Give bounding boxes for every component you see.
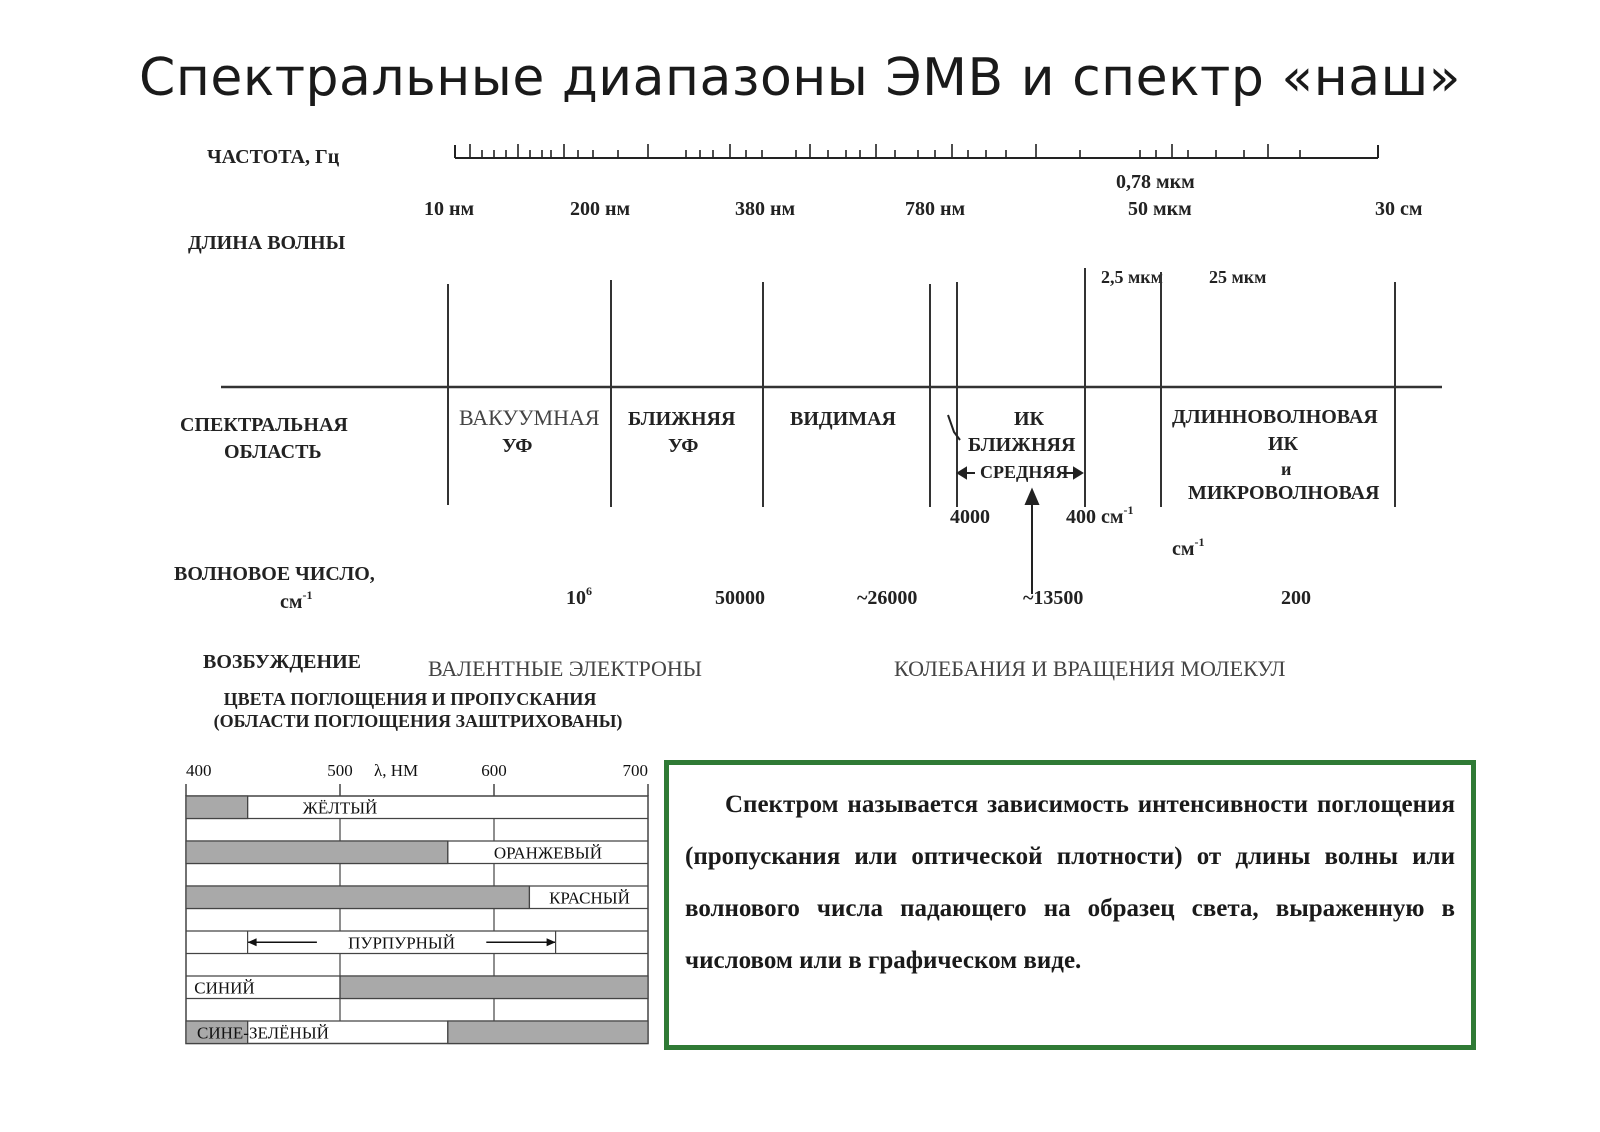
wl-10nm: 10 нм: [424, 198, 475, 220]
wl-200nm: 200 нм: [570, 198, 631, 220]
wn-400: 400 $см^{-1}$: [1066, 503, 1134, 528]
wl-380nm: 380 нм: [735, 198, 796, 220]
absorption-band: [186, 886, 529, 909]
colors-tick-label: 600: [481, 761, 507, 780]
absorption-band: [448, 1021, 648, 1044]
color-row-label: ОРАНЖЕВЫЙ: [493, 843, 602, 863]
page-title: Спектральные диапазоны ЭМВ и спектр «наш»: [139, 48, 1461, 108]
colors-tick-label: 500: [327, 761, 353, 780]
wl-780nm: 780 нм: [905, 198, 966, 220]
wavelength-label: ДЛИНА ВОЛНЫ: [188, 232, 346, 254]
wl-50um: 50 мкм: [1128, 198, 1192, 220]
wn-10-6: $10^6$: [566, 584, 592, 609]
wn-13500: ~13500: [1023, 587, 1084, 609]
region-near-uv-1: БЛИЖНЯЯ: [628, 408, 736, 430]
wl-30cm: 30 см: [1375, 198, 1423, 220]
definition-box: [664, 760, 1476, 1050]
wn-cm-label: $см^{-1}$: [1172, 535, 1205, 560]
colors-heading-1: ЦВЕТА ПОГЛОЩЕНИЯ И ПРОПУСКАНИЯ: [223, 689, 597, 709]
region-near-uv-2: УФ: [668, 435, 699, 457]
region-vacuum-uv-1: ВАКУУМНАЯ: [459, 405, 600, 430]
region-label-line1: СПЕКТРАЛЬНАЯ: [180, 414, 348, 436]
absorption-band: [186, 796, 248, 819]
absorption-band: [340, 976, 648, 999]
colors-tick-label: 400: [186, 761, 212, 780]
colors-tick-label: 700: [622, 761, 648, 780]
wn-4000: 4000: [950, 506, 990, 528]
wn-26000: ~26000: [857, 587, 918, 609]
region-label-line2: ОБЛАСТЬ: [224, 441, 322, 463]
wl-25um-b: 25 мкм: [1209, 267, 1267, 287]
region-ir: ИК: [1014, 408, 1045, 430]
absorption-band: [186, 841, 448, 864]
region-far-ir-4: МИКРОВОЛНОВАЯ: [1188, 482, 1380, 504]
excitation-label: ВОЗБУЖДЕНИЕ: [203, 651, 361, 673]
region-ir-near: БЛИЖНЯЯ: [968, 434, 1076, 456]
region-visible: ВИДИМАЯ: [790, 408, 896, 430]
region-far-ir-2: ИК: [1268, 433, 1299, 455]
region-ir-mid: СРЕДНЯЯ: [980, 462, 1069, 482]
color-row-label: СИНИЙ: [194, 978, 255, 998]
color-row-label: СИНЕ-ЗЕЛЁНЫЙ: [197, 1023, 329, 1043]
color-row-label: ПУРПУРНЫЙ: [348, 933, 456, 953]
wavenumber-label-line1: ВОЛНОВОЕ ЧИСЛО,: [174, 563, 375, 585]
wl-25um: 2,5 мкм: [1101, 267, 1163, 287]
region-vacuum-uv-2: УФ: [502, 435, 533, 457]
colors-heading-2: (ОБЛАСТИ ПОГЛОЩЕНИЯ ЗАШТРИХОВАНЫ): [213, 711, 623, 731]
region-far-ir-1: ДЛИННОВОЛНОВАЯ: [1172, 406, 1378, 428]
excitation-vibration: КОЛЕБАНИЯ И ВРАЩЕНИЯ МОЛЕКУЛ: [894, 656, 1286, 681]
colors-chart-frame: [186, 796, 648, 1044]
wn-200: 200: [1281, 587, 1311, 609]
frequency-label: ЧАСТОТА, Гц: [207, 146, 340, 168]
frequency-ticks: [470, 144, 1300, 158]
color-absorption-chart: [186, 761, 648, 1044]
region-far-ir-3: и: [1281, 459, 1292, 479]
wn-50000: 50000: [715, 587, 765, 609]
colors-axis-label: λ, НМ: [374, 761, 419, 780]
color-row-label: ЖЁЛТЫЙ: [302, 798, 378, 818]
wl-078um: 0,78 мкм: [1116, 171, 1195, 193]
wavenumber-label-line2: $см^{-1}$: [280, 588, 313, 613]
color-row-label: КРАСНЫЙ: [549, 888, 630, 908]
definition-text: Спектром называется зависимость интенсивности поглощения (пропускания или оптической плотности) от длины волны или волнового числа падающего на образец света, выраженную в числовом или в графическом виде.: [685, 791, 1455, 974]
excitation-valence: ВАЛЕНТНЫЕ ЭЛЕКТРОНЫ: [428, 656, 702, 681]
